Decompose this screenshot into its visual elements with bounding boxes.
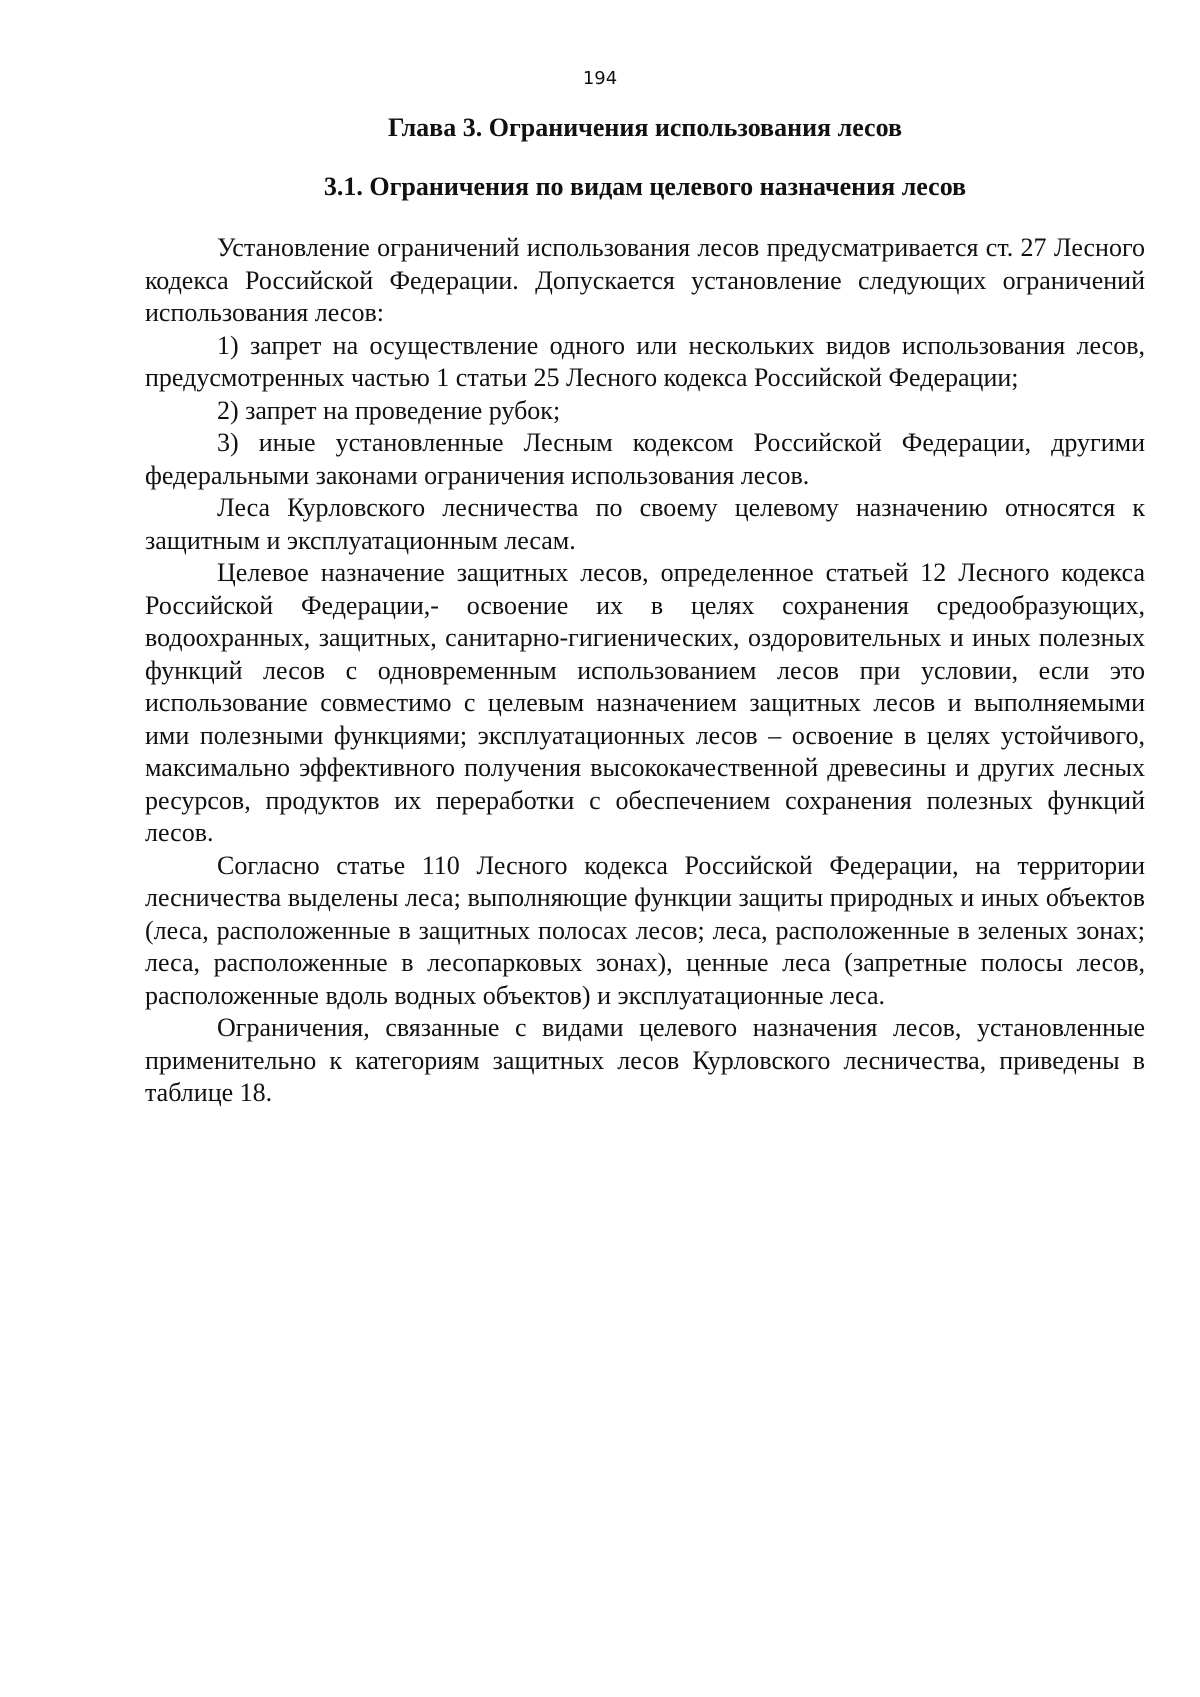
paragraph-restriction-3: 3) иные установленные Лесным кодексом Российской Федерации, другими федеральными законами ограничения использования лесов.	[145, 428, 1145, 490]
paragraph-intro: Установление ограничений использования лесов предусматривается ст. 27 Лесного кодекса Российской Федерации. Допускается установление следующих ограничений использования лесов:	[145, 233, 1145, 327]
paragraph-table-reference: Ограничения, связанные с видами целевого назначения лесов, установленные применительно к категориям защитных лесов Курловского лесничества, приведены в таблице 18.	[145, 1013, 1145, 1107]
paragraph-target-purpose: Целевое назначение защитных лесов, определенное статьей 12 Лесного кодекса Российской Федерации,- освоение их в целях сохранения средообразующих, водоохранных, защитных, санитарно-гигиенических, оздоровительных и иных полезных функций лесов с одновременным использованием лесов при условии, если это использование совместимо с целевым назначением защитных лесов и выполняемыми ими полезными функциями; эксплуатационных лесов – освоение в целях устойчивого, максимально эффективного получения высококачественной древесины и других лесных ресурсов, продуктов их переработки с обеспечением сохранения полезных функций лесов.	[145, 558, 1145, 847]
body-text	[145, 232, 1145, 1110]
page-number: 194	[582, 68, 618, 89]
paragraph-restriction-2: 2) запрет на проведение рубок;	[217, 395, 561, 425]
paragraph-restriction-1: 1) запрет на осуществление одного или нескольких видов использования лесов, предусмотренных частью 1 статьи 25 Лесного кодекса Российской Федерации;	[145, 330, 1145, 392]
section-title: 3.1. Ограничения по видам целевого назначения лесов	[323, 172, 967, 201]
paragraph-article-110: Согласно статье 110 Лесного кодекса Российской Федерации, на территории лесничества выделены леса; выполняющие функции защиты природных и иных объектов (леса, расположенные в защитных полосах лесов; леса, расположенные в зеленых зонах; леса, расположенные в лесопарковых зонах), ценные леса (запретные полосы лесов, расположенные вдоль водных объектов) и эксплуатационные леса.	[145, 850, 1145, 1010]
paragraph-forest-categories: Леса Курловского лесничества по своему целевому назначению относятся к защитным и эксплуатационным лесам.	[145, 493, 1145, 555]
chapter-title: Глава 3. Ограничения использования лесов	[387, 113, 902, 142]
